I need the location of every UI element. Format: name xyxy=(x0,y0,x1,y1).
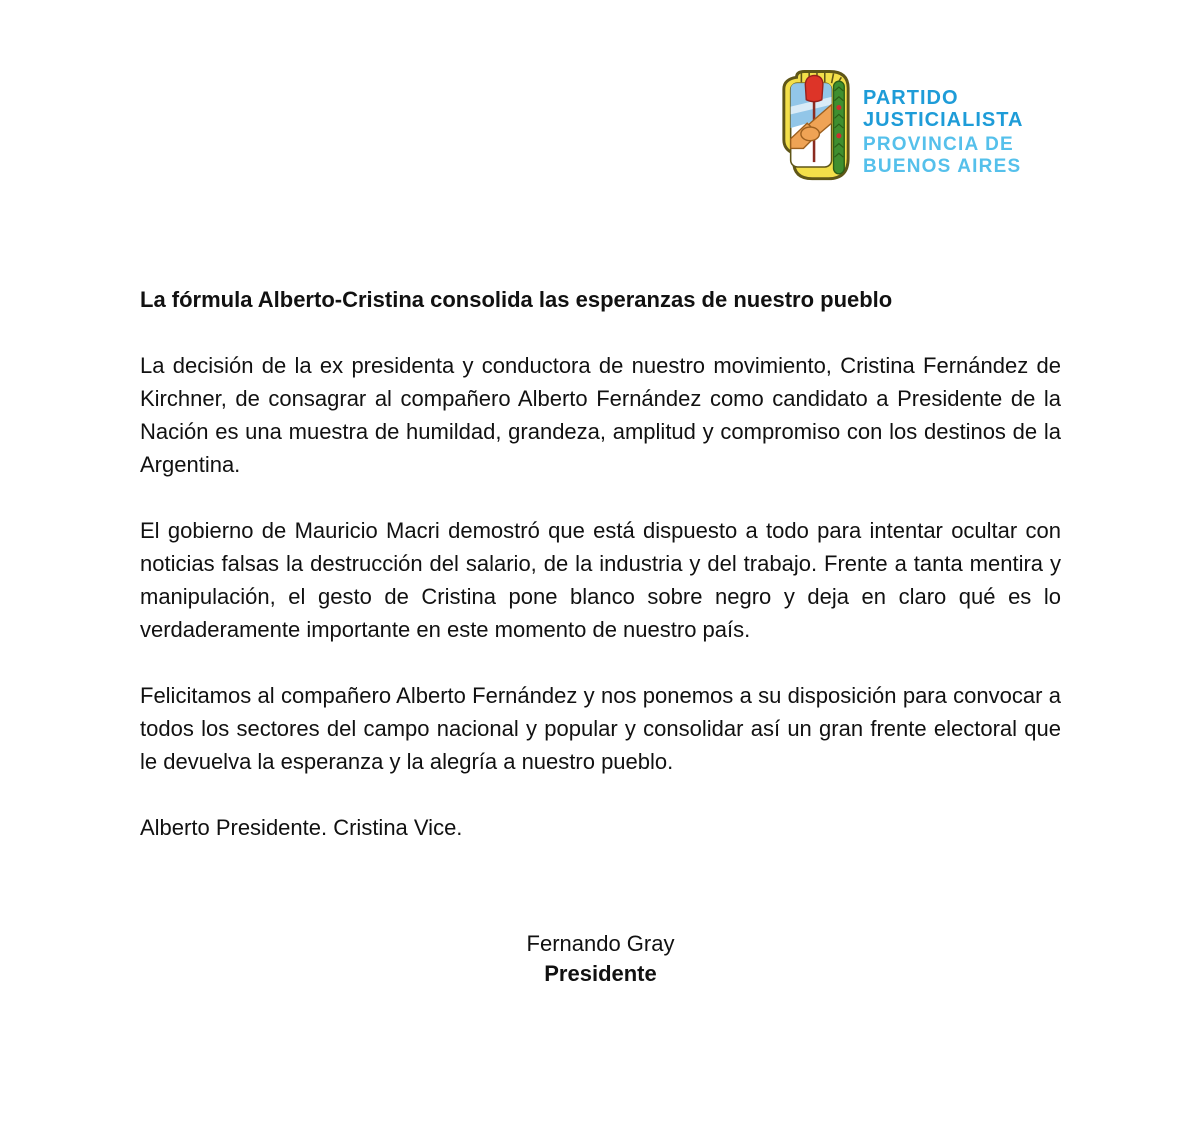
closing-line: Alberto Presidente. Cristina Vice. xyxy=(140,815,463,840)
paragraph-3: Felicitamos al compañero Alberto Fernández y nos ponemos a su disposición para convocar a todos los sectores del campo nacional y popular y consolidar así un gran frente electoral que le devuelva la esperanza y la alegría a nuestro pueblo. xyxy=(140,683,1061,774)
party-logo-text xyxy=(863,87,1023,178)
logo-org-line2: JUSTICIALISTA xyxy=(863,109,1024,131)
logo-region-line2: BUENOS AIRES xyxy=(863,156,1022,177)
party-logo xyxy=(778,66,1023,190)
signature-role: Presidente xyxy=(544,961,657,986)
signature-name: Fernando Gray xyxy=(526,931,675,956)
signature-block xyxy=(140,929,1061,989)
pj-shield-icon xyxy=(778,66,854,190)
paragraph-1: La decisión de la ex presidenta y conductora de nuestro movimiento, Cristina Fernández de Kirchner, de consagrar al compañero Alberto Fernández como candidato a Presidente de la Nación es una muestra de humildad, grandeza, amplitud y compromiso con los destinos de la Argentina. xyxy=(140,353,1061,477)
logo-org-line1: PARTIDO xyxy=(863,87,959,109)
paragraph-2: El gobierno de Mauricio Macri demostró que está dispuesto a todo para intentar ocultar con noticias falsas la destrucción del salario, de la industria y del trabajo. Frente a tanta mentira y manipulación, el gesto de Cristina pone blanco sobre negro y deja en claro qué es lo verdaderamente importante en este momento de nuestro país. xyxy=(140,518,1061,642)
document-title: La fórmula Alberto-Cristina consolida las esperanzas de nuestro pueblo xyxy=(140,287,893,312)
logo-region-line1: PROVINCIA DE xyxy=(863,134,1014,155)
document-body xyxy=(140,283,1061,989)
